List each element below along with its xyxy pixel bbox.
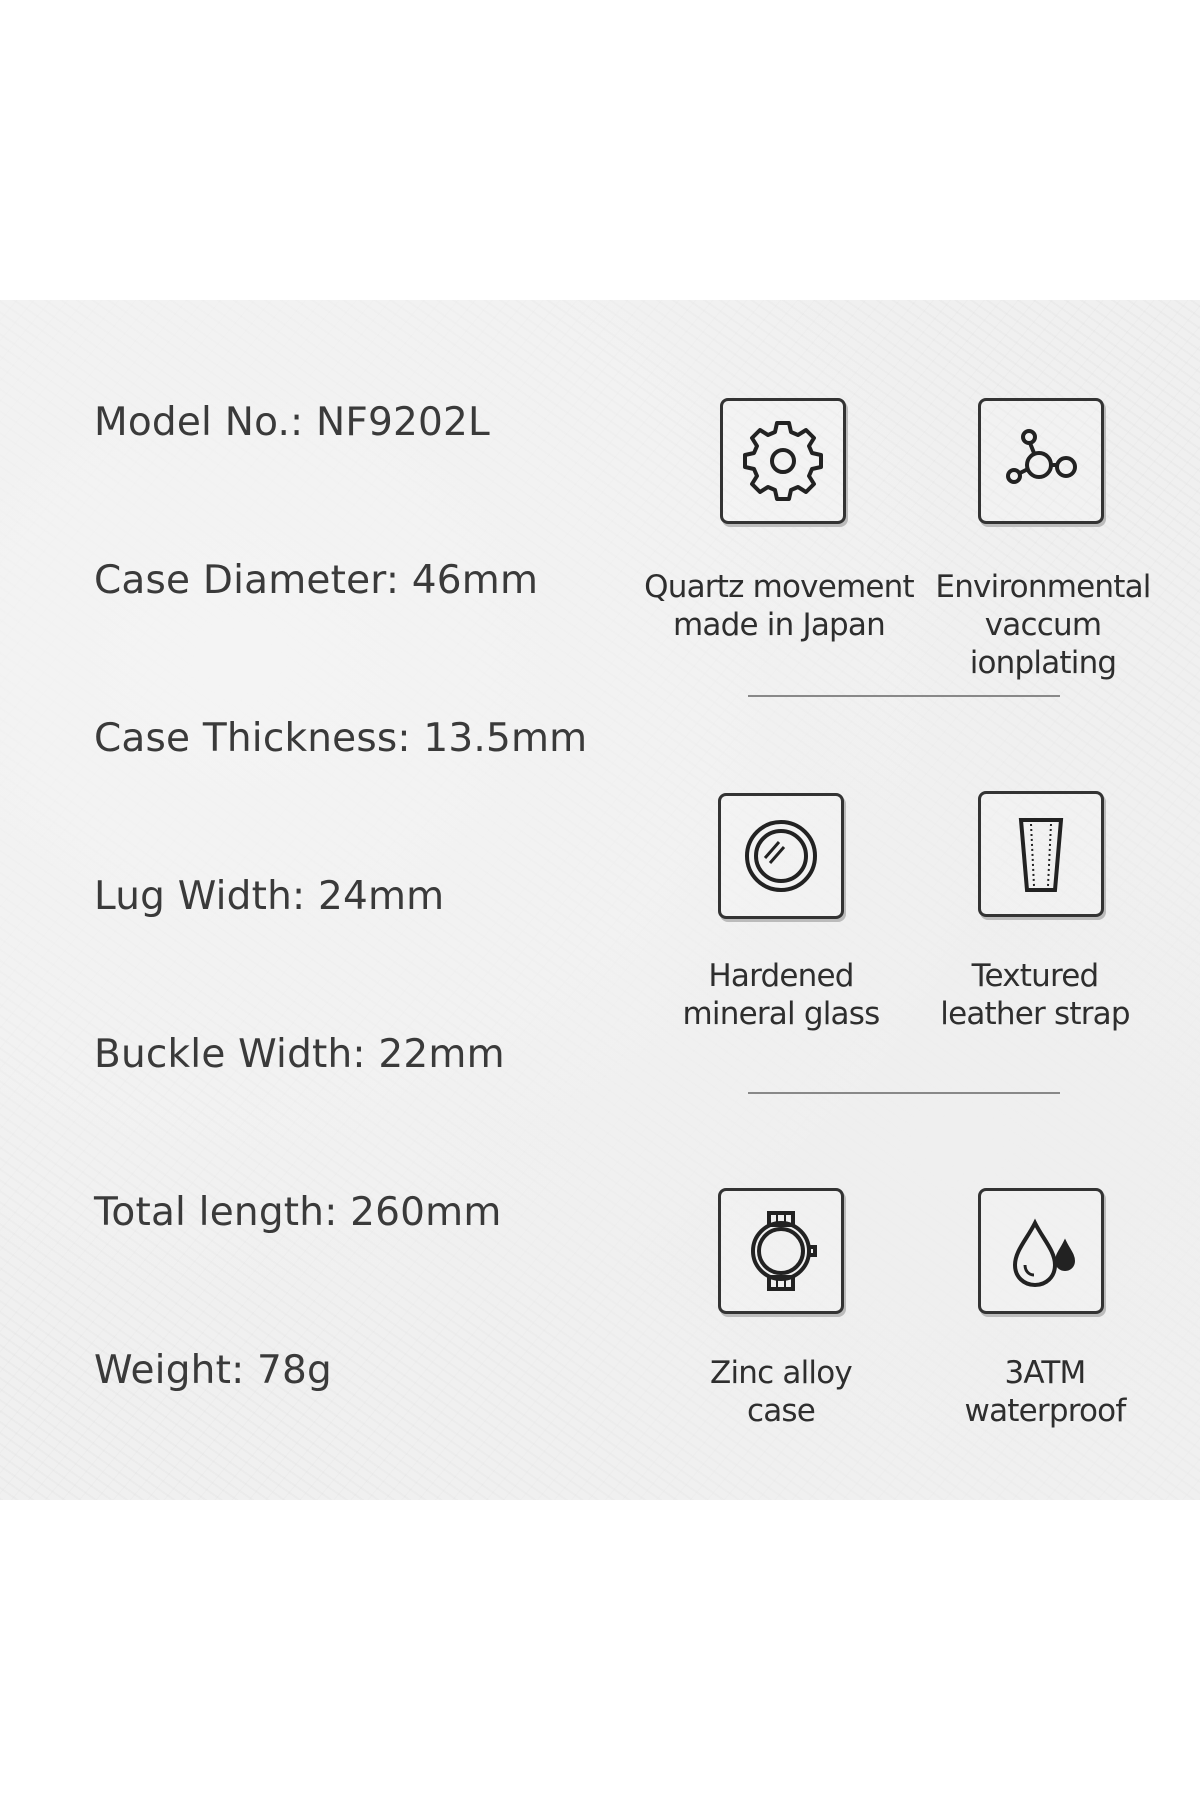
spec-total-length: Total length: 260mm bbox=[94, 1190, 502, 1235]
feature-label-strap bbox=[900, 957, 1170, 1033]
feature-label-line1: 3ATM bbox=[1004, 1355, 1086, 1391]
gear-icon bbox=[720, 398, 846, 524]
feature-label-line1: Textured bbox=[971, 958, 1099, 994]
spec-weight: Weight: 78g bbox=[94, 1348, 332, 1393]
feature-label-line2: mineral glass bbox=[682, 996, 880, 1032]
spec-lug-width: Lug Width: 24mm bbox=[94, 874, 445, 919]
feature-label-ionplating bbox=[908, 568, 1178, 682]
feature-label-line2: case bbox=[746, 1393, 816, 1429]
leather-strap-icon bbox=[978, 791, 1104, 917]
feature-label-line1: Hardened bbox=[708, 958, 854, 994]
divider bbox=[748, 1092, 1060, 1094]
feature-label-glass bbox=[646, 957, 916, 1033]
feature-label-line2: vaccum ionplating bbox=[969, 607, 1117, 681]
feature-label-line1: Quartz movement bbox=[644, 569, 914, 605]
feature-label-line2: waterproof bbox=[964, 1393, 1126, 1429]
water-drop-icon bbox=[978, 1188, 1104, 1314]
feature-label-quartz bbox=[644, 568, 914, 644]
spec-model-number: Model No.: NF9202L bbox=[94, 400, 490, 445]
spec-buckle-width: Buckle Width: 22mm bbox=[94, 1032, 505, 1077]
spec-case-diameter: Case Diameter: 46mm bbox=[94, 558, 539, 603]
molecule-icon bbox=[978, 398, 1104, 524]
feature-label-case bbox=[646, 1354, 916, 1430]
spec-case-thickness: Case Thickness: 13.5mm bbox=[94, 716, 588, 761]
feature-label-line2: leather strap bbox=[940, 996, 1130, 1032]
feature-label-line2: made in Japan bbox=[673, 607, 885, 643]
feature-label-waterproof bbox=[910, 1354, 1180, 1430]
glass-lens-icon bbox=[718, 793, 844, 919]
feature-label-line1: Zinc alloy bbox=[710, 1355, 852, 1391]
feature-label-line1: Environmental bbox=[935, 569, 1151, 605]
watch-case-icon bbox=[718, 1188, 844, 1314]
divider bbox=[748, 695, 1060, 697]
